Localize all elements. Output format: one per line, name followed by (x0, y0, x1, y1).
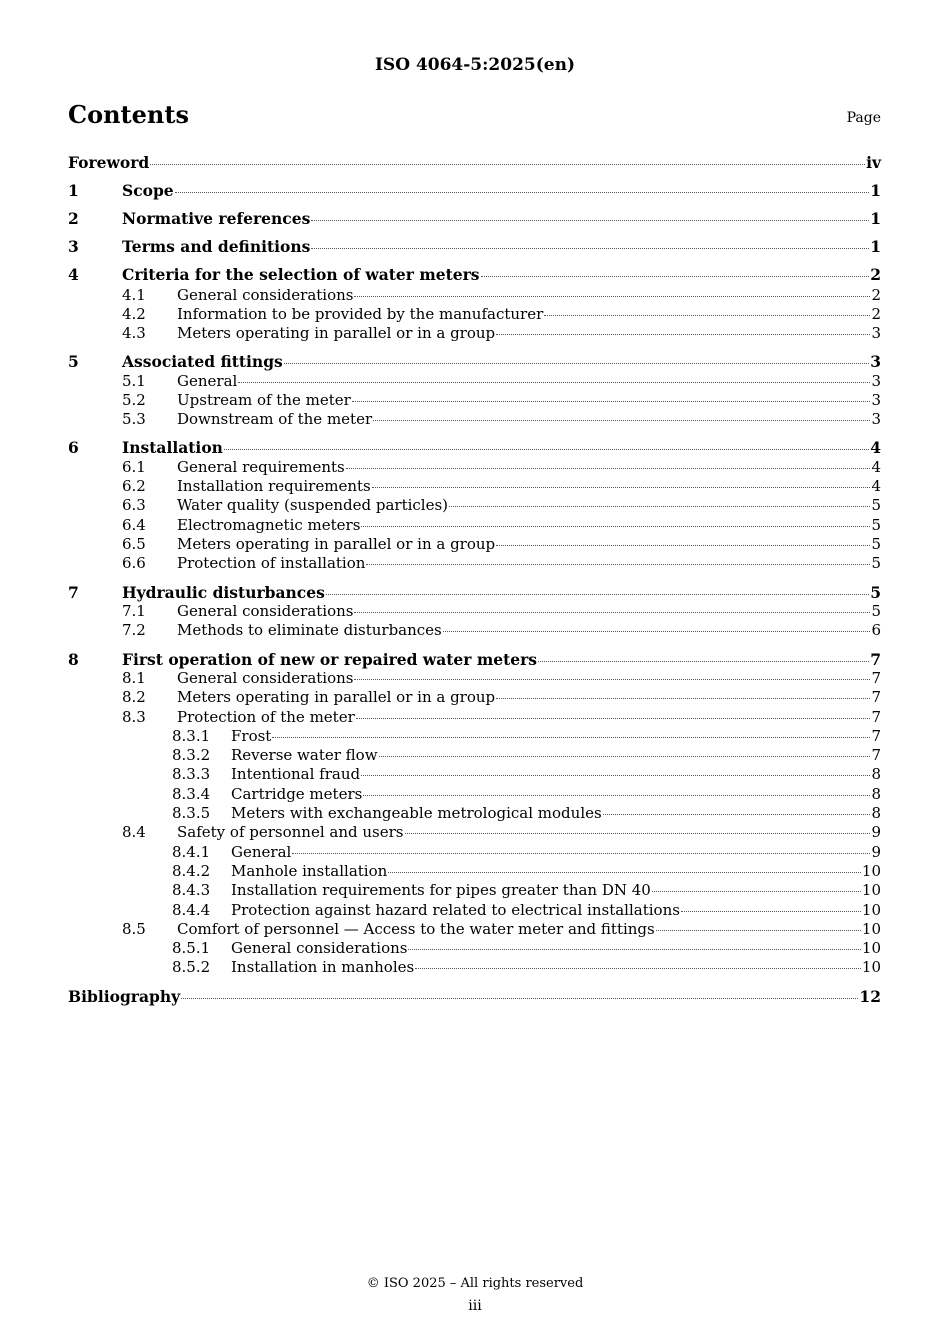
toc-entry-page[interactable]: 5 (871, 535, 881, 553)
toc-entry-title[interactable]: Protection of the meter (177, 708, 355, 726)
dot-leader (681, 911, 861, 912)
toc-entry[interactable] (68, 958, 881, 976)
toc-entry-title[interactable]: Protection of installation (177, 554, 366, 572)
toc-entry-title[interactable]: General requirements (177, 458, 345, 476)
toc-entry[interactable] (68, 765, 881, 783)
copyright-footer: © ISO 2025 – All rights reserved (366, 1276, 584, 1291)
toc-entry-page[interactable]: 12 (859, 987, 881, 1006)
toc-entry-page[interactable]: 7 (871, 746, 881, 764)
toc-entry-page[interactable]: 3 (870, 352, 881, 371)
toc-entry-title[interactable]: Hydraulic disturbances (122, 583, 325, 602)
toc-entry-page[interactable]: 2 (871, 305, 881, 323)
toc-entry-page[interactable]: 3 (871, 391, 881, 409)
toc-entry-page[interactable]: 9 (871, 823, 881, 841)
toc-entry-number: 8.5.2 (172, 958, 211, 976)
dot-leader (311, 220, 869, 221)
toc-entry[interactable] (68, 237, 881, 256)
toc-entry-number: 5.2 (122, 391, 146, 409)
dot-leader (373, 420, 870, 421)
dot-leader (284, 363, 869, 364)
page-column-label: Page (846, 110, 881, 126)
toc-entry[interactable] (68, 920, 881, 938)
toc-entry-number: 8.1 (122, 669, 146, 687)
toc-entry-number: 8.3.5 (172, 804, 211, 822)
toc-entry-number: 8.4.4 (172, 901, 211, 919)
toc-entry-number: 8.4.1 (172, 843, 211, 861)
toc-entry[interactable] (68, 372, 881, 390)
dot-leader (326, 594, 869, 595)
toc-entry-number: 3 (68, 237, 79, 256)
toc-entry-title[interactable]: Protection against hazard related to electrical installations (231, 901, 680, 919)
dot-leader (405, 833, 871, 834)
toc-entry-number: 8.3.3 (172, 765, 211, 783)
toc-entry-title[interactable]: Electromagnetic meters (177, 516, 361, 534)
toc-entry-number: 6.6 (122, 554, 146, 572)
toc-entry[interactable] (68, 602, 881, 620)
toc-entry-title[interactable]: Meters operating in parallel or in a group (177, 324, 496, 342)
toc-entry-page[interactable]: 3 (871, 410, 881, 428)
dot-leader (408, 949, 860, 950)
toc-entry-page[interactable]: 8 (871, 804, 881, 822)
toc-entry-page[interactable]: 4 (871, 477, 881, 495)
toc-entry-page[interactable]: iv (866, 153, 881, 172)
toc-entry-page[interactable]: 5 (871, 554, 881, 572)
dot-leader (354, 679, 870, 680)
toc-entry-number: 8.4.3 (172, 881, 211, 899)
toc-entry-page[interactable]: 8 (871, 765, 881, 783)
toc-entry[interactable] (68, 410, 881, 428)
toc-entry-title[interactable]: Comfort of personnel — Access to the water meter and fittings (177, 920, 655, 938)
toc-entry-number: 8.5.1 (172, 939, 211, 957)
toc-entry-number: 4.1 (122, 286, 146, 304)
toc-entry-title[interactable]: Meters operating in parallel or in a group (177, 535, 496, 553)
toc-entry-title[interactable]: First operation of new or repaired water meters (122, 650, 538, 669)
toc-entry-number: 7.1 (122, 602, 146, 620)
toc-entry-page[interactable]: 9 (871, 843, 881, 861)
toc-entry[interactable] (68, 708, 881, 726)
toc-entry-number: 7.2 (122, 621, 146, 639)
toc-entry-title[interactable]: Installation requirements for pipes greater than DN 40 (231, 881, 651, 899)
toc-entry-title[interactable]: Reverse water flow (231, 746, 378, 764)
dot-leader (603, 814, 871, 815)
toc-entry[interactable] (68, 785, 881, 803)
toc-entry-number: 8.2 (122, 688, 146, 706)
toc-entry-page[interactable]: 4 (871, 458, 881, 476)
dot-leader (538, 661, 869, 662)
toc-entry-number: 2 (68, 209, 79, 228)
toc-entry-title[interactable]: General considerations (177, 669, 354, 687)
dot-leader (311, 248, 869, 249)
dot-leader (496, 334, 870, 335)
toc-entry[interactable] (68, 265, 881, 284)
dot-leader (181, 998, 858, 999)
toc-entry-page[interactable]: 10 (861, 920, 881, 938)
toc-entry-number: 6.5 (122, 535, 146, 553)
dot-leader (372, 487, 871, 488)
toc-entry[interactable] (68, 804, 881, 822)
toc-entry-title[interactable]: Meters with exchangeable metrological modules (231, 804, 602, 822)
toc-entry-page[interactable]: 7 (871, 688, 881, 706)
toc-entry[interactable] (68, 352, 881, 371)
toc-entry-title[interactable]: Associated fittings (122, 352, 283, 371)
toc-entry-title[interactable]: Methods to eliminate disturbances (177, 621, 442, 639)
toc-entry-title[interactable]: Criteria for the selection of water meters (122, 265, 480, 284)
toc-entry-page[interactable]: 1 (870, 181, 881, 200)
dot-leader (292, 853, 870, 854)
toc-entry-page[interactable]: 1 (870, 237, 881, 256)
toc-entry-number: 6.4 (122, 516, 146, 534)
toc-entry-number: 8.5 (122, 920, 146, 938)
toc-entry[interactable] (68, 324, 881, 342)
toc-entry-number: 1 (68, 181, 79, 200)
toc-entry-title[interactable]: Manhole installation (231, 862, 388, 880)
dot-leader (363, 795, 870, 796)
toc-entry[interactable] (68, 554, 881, 572)
toc-entry-number: 8.3.4 (172, 785, 211, 803)
toc-entry-page[interactable]: 5 (871, 516, 881, 534)
toc-entry-title[interactable]: Bibliography (68, 987, 181, 1006)
toc-entry-page[interactable]: 6 (871, 621, 881, 639)
toc-entry[interactable] (68, 458, 881, 476)
toc-entry[interactable] (68, 305, 881, 323)
dot-leader (150, 164, 865, 165)
toc-entry[interactable] (68, 746, 881, 764)
toc-entry-page[interactable]: 10 (861, 881, 881, 899)
toc-entry[interactable] (68, 901, 881, 919)
toc-entry-title[interactable]: Foreword (68, 153, 150, 172)
toc-entry-number: 8.4 (122, 823, 146, 841)
toc-entry-number: 8.3.2 (172, 746, 211, 764)
toc-entry-page[interactable]: 2 (871, 286, 881, 304)
toc-entry[interactable] (68, 535, 881, 553)
toc-entry-page[interactable]: 1 (870, 209, 881, 228)
toc-entry[interactable] (68, 669, 881, 687)
toc-entry-page[interactable]: 5 (870, 583, 881, 602)
dot-leader (544, 315, 870, 316)
toc-entry[interactable] (68, 209, 881, 228)
toc-entry-page[interactable]: 7 (871, 669, 881, 687)
toc-entry-number: 8.4.2 (172, 862, 211, 880)
toc-entry-title[interactable]: Information to be provided by the manufacturer (177, 305, 544, 323)
toc-entry-number: 6.3 (122, 496, 146, 514)
toc-entry-number: 8.3 (122, 708, 146, 726)
dot-leader (388, 872, 861, 873)
toc-entry[interactable] (68, 650, 881, 669)
dot-leader (272, 737, 870, 738)
dot-leader (354, 612, 870, 613)
dot-leader (175, 192, 870, 193)
toc-entry-title[interactable]: Installation (122, 438, 223, 457)
toc-entry-page[interactable]: 4 (870, 438, 881, 457)
toc-entry-number: 6 (68, 438, 79, 457)
toc-entry[interactable] (68, 438, 881, 457)
toc-entry[interactable] (68, 727, 881, 745)
toc-entry-page[interactable]: 5 (871, 602, 881, 620)
toc-entry-page[interactable]: 7 (871, 708, 881, 726)
toc-entry-title[interactable]: Normative references (122, 209, 311, 228)
toc-entry-title[interactable]: Installation requirements (177, 477, 371, 495)
dot-leader (361, 526, 870, 527)
toc-entry-page[interactable]: 3 (871, 324, 881, 342)
page-number: iii (468, 1298, 482, 1314)
toc-entry[interactable] (68, 583, 881, 602)
toc-entry[interactable] (68, 153, 881, 172)
toc-entry-title[interactable]: Downstream of the meter (177, 410, 373, 428)
dot-leader (361, 775, 870, 776)
dot-leader (238, 382, 870, 383)
toc-entry-page[interactable]: 3 (871, 372, 881, 390)
toc-entry[interactable] (68, 516, 881, 534)
toc-entry[interactable] (68, 823, 881, 841)
toc-entry[interactable] (68, 862, 881, 880)
toc-entry-number: 5.1 (122, 372, 146, 390)
toc-entry-number: 4.3 (122, 324, 146, 342)
toc-entry[interactable] (68, 286, 881, 304)
toc-entry[interactable] (68, 843, 881, 861)
dot-leader (352, 401, 871, 402)
dot-leader (449, 506, 870, 507)
toc-entry-number: 7 (68, 583, 79, 602)
toc-entry-number: 6.1 (122, 458, 146, 476)
toc-entry-page[interactable]: 5 (871, 496, 881, 514)
contents-heading: Contents (68, 100, 189, 129)
toc-entry-title[interactable]: General considerations (231, 939, 408, 957)
toc-entry-page[interactable]: 2 (870, 265, 881, 284)
toc-entry-page[interactable]: 10 (861, 862, 881, 880)
toc-entry-title[interactable]: Cartridge meters (231, 785, 363, 803)
toc-entry[interactable] (68, 987, 881, 1006)
toc-entry[interactable] (68, 496, 881, 514)
dot-leader (379, 756, 871, 757)
toc-entry-page[interactable]: 8 (871, 785, 881, 803)
dot-leader (354, 296, 870, 297)
dot-leader (496, 698, 870, 699)
dot-leader (481, 276, 870, 277)
toc-entry-title[interactable]: Safety of personnel and users (177, 823, 404, 841)
toc-entry[interactable] (68, 688, 881, 706)
toc-entry-title[interactable]: General (177, 372, 238, 390)
dot-leader (224, 449, 869, 450)
toc-entry[interactable] (68, 621, 881, 639)
toc-entry[interactable] (68, 391, 881, 409)
toc-entry-page[interactable]: 7 (870, 650, 881, 669)
toc-entry-title[interactable]: General considerations (177, 602, 354, 620)
toc-entry-title[interactable]: Intentional fraud (231, 765, 361, 783)
toc-entry-number: 8.3.1 (172, 727, 211, 745)
dot-leader (366, 564, 870, 565)
toc-entry[interactable] (68, 939, 881, 957)
toc-entry-title[interactable]: General (231, 843, 292, 861)
dot-leader (356, 718, 871, 719)
dot-leader (656, 930, 861, 931)
dot-leader (346, 468, 871, 469)
toc-entry[interactable] (68, 881, 881, 899)
toc-entry[interactable] (68, 181, 881, 200)
toc-entry-number: 8 (68, 650, 79, 669)
toc-entry-title[interactable]: General considerations (177, 286, 354, 304)
toc-entry-title[interactable]: Meters operating in parallel or in a group (177, 688, 496, 706)
toc-entry-title[interactable]: Terms and definitions (122, 237, 311, 256)
dot-leader (443, 631, 871, 632)
toc-entry-number: 5 (68, 352, 79, 371)
toc-entry[interactable] (68, 477, 881, 495)
toc-entry-number: 4.2 (122, 305, 146, 323)
toc-entry-title[interactable]: Installation in manholes (231, 958, 415, 976)
toc-entry-page[interactable]: 10 (861, 939, 881, 957)
toc-entry-number: 6.2 (122, 477, 146, 495)
toc-entry-number: 5.3 (122, 410, 146, 428)
toc-entry-page[interactable]: 10 (861, 901, 881, 919)
toc-entry-title[interactable]: Scope (122, 181, 174, 200)
dot-leader (496, 545, 870, 546)
toc-entry-page[interactable]: 10 (861, 958, 881, 976)
toc-entry-number: 4 (68, 265, 79, 284)
toc-entry-title[interactable]: Upstream of the meter (177, 391, 351, 409)
dot-leader (652, 891, 861, 892)
toc-entry-page[interactable]: 7 (871, 727, 881, 745)
document-identifier: ISO 4064-5:2025(en) (374, 55, 575, 75)
toc-entry-title[interactable]: Water quality (suspended particles) (177, 496, 449, 514)
toc-entry-title[interactable]: Frost (231, 727, 272, 745)
dot-leader (415, 968, 861, 969)
